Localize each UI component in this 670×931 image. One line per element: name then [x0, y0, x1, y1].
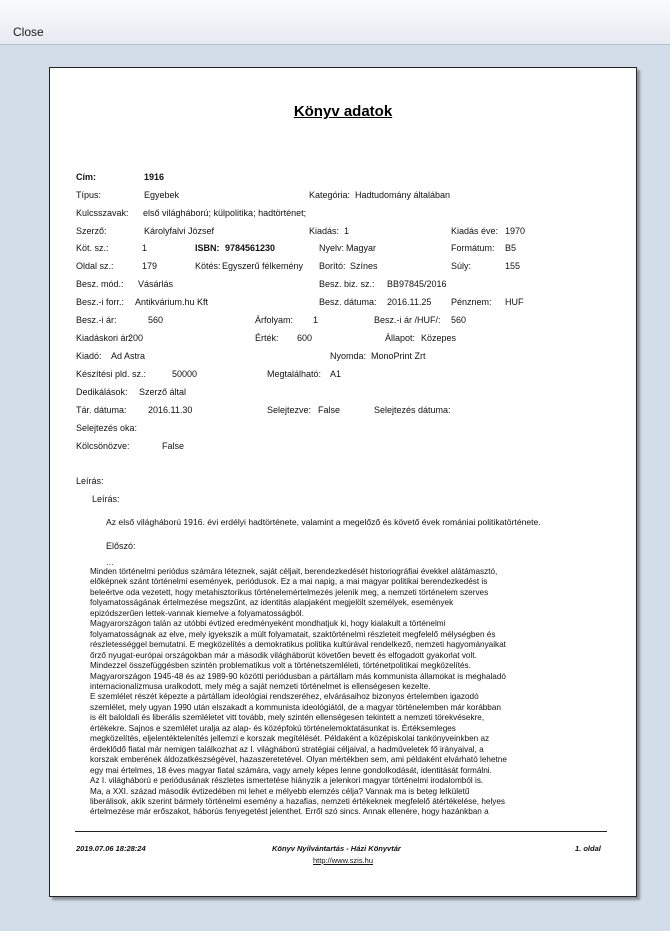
kategoria-value: Hadtudomány általában	[355, 190, 451, 200]
kot-sz-label: Köt. sz.:	[76, 243, 109, 253]
kiadaskori-label: Kiadáskori ár:	[76, 333, 132, 343]
cim-label: Cím:	[76, 172, 96, 182]
allapot-label: Állapot:	[385, 333, 416, 343]
oldal-value: 179	[142, 261, 158, 271]
nyomda-value: MonoPrint Zrt	[371, 351, 426, 361]
keszitesi-value: 50000	[172, 369, 198, 379]
kiadas-value: 1	[344, 226, 350, 236]
preface-line: Az I. világháború e periódusának részletes ismertetése hiányzik a jelenkori magyar történelmi irodalomból is.	[90, 776, 484, 786]
besz-ar-value: 560	[148, 315, 164, 325]
penznem-value: HUF	[505, 297, 524, 307]
nyelv-label: Nyelv:	[319, 243, 345, 253]
preface-line: liberálisok, akik szerint bármely történelmi esemény a hazafias, nemzeti értékeknek megfelelő átértékelése, helyes	[90, 796, 506, 806]
kulcsszavak-label: Kulcsszavak:	[76, 208, 129, 218]
keszitesi-label: Készítési pld. sz.:	[76, 369, 147, 379]
ertek-value: 600	[297, 333, 313, 343]
dedikalasok-label: Dedikálások:	[76, 387, 128, 397]
besz-mod-value: Vásárlás	[138, 279, 174, 289]
besz-ar-label: Besz.-i ár:	[76, 315, 117, 325]
kiadas-eve-value: 1970	[505, 226, 526, 236]
preface-line: szemlélet, mely ugyan 1990 után elszakadt a kommunista ideológiától, de a magyar történelemben már korábban	[90, 702, 501, 712]
preface-line: értelmezése már erőszakot, háborús fenyegetést jelenthet. Erről szó sincs. Annak ellenére, hogy hazánkban a	[90, 807, 489, 817]
kulcsszavak-value: első világháború; külpolitika; hadtörténet;	[143, 208, 307, 218]
toolbar	[0, 0, 670, 45]
kiado-label: Kiadó:	[76, 351, 102, 361]
selejtezve-value: False	[318, 405, 341, 415]
close-button[interactable]: Close	[13, 25, 44, 39]
selejtezes-oka-label: Selejtezés oka:	[76, 423, 138, 433]
kot-sz-value: 1	[142, 243, 148, 253]
preface-line: őrző nyugat-európai országokban már a második világháborút követően bevett és elfogadott gyakorlat volt.	[90, 650, 477, 660]
isbn-label: ISBN:	[195, 243, 220, 253]
allapot-value: Közepes	[421, 333, 457, 343]
borito-value: Színes	[350, 261, 378, 271]
preface-line: értékekre. Sajnos e szemlélet uralja az alap- és középfokú történelemoktatásunkat is. Értéksemleges	[90, 723, 456, 733]
page-title: Könyv adatok	[293, 103, 393, 120]
leiras-text: Az első világháború 1916. évi erdélyi hadtörténete, valamint a megelőző és követő évek romániai politikatörténete.	[106, 517, 541, 527]
arfolyam-label: Árfolyam:	[255, 315, 294, 325]
besz-mod-label: Besz. mód.:	[76, 279, 124, 289]
footer-divider	[75, 831, 607, 832]
arfolyam-value: 1	[313, 315, 319, 325]
borito-label: Borító:	[319, 261, 346, 271]
besz-datum-value: 2016.11.25	[387, 297, 432, 307]
formatum-value: B5	[505, 243, 517, 253]
besz-ar-huf-label: Besz.-i ár /HUF/:	[374, 315, 441, 325]
megtalalhato-value: A1	[330, 369, 342, 379]
nyelv-value: Magyar	[346, 243, 377, 253]
preface-line: epizódszerűen lettek-vannak kiemelve a folyamatosságból.	[90, 608, 304, 618]
isbn-value: 9784561230	[225, 243, 276, 253]
preface-line: beleértve oda vezetett, hogy metahisztorikus történelemértelmezés jelenik meg, a nemzeti történelem szerves	[90, 587, 489, 597]
penznem-label: Pénznem:	[451, 297, 492, 307]
suly-label: Súly:	[451, 261, 472, 271]
footer-date: 2019.07.06 18:28:24	[76, 844, 146, 853]
preface-line: is élt baloldali és liberális szemléletet vitt tovább, mely szintén ellenségesen tekintett a nemzeti törekvésekre,	[90, 713, 485, 723]
cim-value: 1916	[144, 172, 165, 182]
footer-url-link[interactable]: http://www.szis.hu	[312, 856, 374, 865]
szerzo-label: Szerző:	[76, 226, 107, 236]
preface-text	[90, 567, 595, 818]
tar-datum-label: Tár. dátuma:	[76, 405, 127, 415]
preface-line: egy mai értelmes, 18 éves magyar fiatal számára, vagy amely képes lenne gondolkodását, identitását formálni.	[90, 765, 492, 775]
nyomda-label: Nyomda:	[330, 351, 367, 361]
preface-line: megközelítés, eljelentéktelenítés jellemzi e korszak megítélését. Példaként a középiskolai tankönyveinkben az	[90, 734, 490, 744]
footer-app: Könyv Nyilvántartás - Házi Könyvtár	[272, 844, 401, 853]
footer-page: 1. oldal	[575, 844, 601, 853]
kiadas-label: Kiadás:	[309, 226, 340, 236]
preface-line: korszak emberének áldozatkészségével, hazaszeretetével. Olyan mértékben sem, ami példaként elvárható lehetne	[90, 755, 507, 765]
kiado-value: Ad Astra	[111, 351, 146, 361]
tar-datum-value: 2016.11.30	[148, 405, 193, 415]
kategoria-label: Kategória:	[309, 190, 351, 200]
formatum-label: Formátum:	[451, 243, 495, 253]
preface-line: folyamatosságának értelmezése megszűnt, az identitás alapjaként megjelölt személyek, események	[90, 598, 454, 608]
preface-line: érdeklődő fiatal már nemigen találkozhat az I. világháború stratégiai céljaival, a hadműveletek fő irányaival, a	[90, 744, 484, 754]
besz-biz-value: BB97845/2016	[387, 279, 447, 289]
besz-ar-huf-value: 560	[451, 315, 467, 325]
szerzo-value: Károlyfalvi József	[144, 226, 215, 236]
leiras-section-label: Leírás:	[76, 476, 104, 486]
tipus-value: Egyebek	[144, 190, 180, 200]
oldal-label: Oldal sz.:	[76, 261, 114, 271]
kolcsonozve-label: Kölcsönözve:	[76, 441, 130, 451]
dedikalasok-value: Szerző által	[139, 387, 187, 397]
preface-line: Mindezzel összefüggésben szintén problematikus volt a történetszemléleti, történetpolitikai megközelítés.	[90, 661, 471, 671]
ertek-label: Érték:	[255, 333, 279, 343]
suly-value: 155	[505, 261, 521, 271]
kotes-value: Egyszerű félkemény	[222, 261, 304, 271]
tipus-label: Típus:	[76, 190, 102, 200]
selejtezes-datuma-label: Selejtezés dátuma:	[374, 405, 451, 415]
preface-line: internacionalizmusa uralkodott, mely még a saját nemzeti történelmet is ellenségesen kezelte.	[90, 681, 431, 691]
besz-forr-label: Besz.-i forr.:	[76, 297, 125, 307]
preface-line: E szemlélet részét képezte a pártállam ideológiai rendszeréhez, elvárásaihoz bizonyos értelemben igazodó	[90, 692, 479, 702]
besz-datum-label: Besz. dátuma:	[319, 297, 377, 307]
preface-line: Magyarországon talán az utóbbi évtized eredményeként mondhatjuk ki, hogy kialakult a történelmi	[90, 619, 446, 629]
ellipsis: …	[106, 558, 114, 567]
selejtezve-label: Selejtezve:	[267, 405, 312, 415]
preface-line: részletességgel bemutatni. E megközelítés a demokratikus politika kultúrával rendelkező, nemzeti hagyományaikat	[90, 640, 506, 650]
leiras-inner-label: Leírás:	[92, 494, 120, 504]
kiadaskori-value: 200	[128, 333, 144, 343]
document-viewer[interactable]	[0, 45, 670, 931]
preface-line: előképnek szánt történelmi események, periódusok. Ez a mai napig, a mai magyar politikai berendezkedést is	[90, 577, 488, 587]
document-page	[49, 67, 637, 897]
besz-biz-label: Besz. biz. sz.:	[319, 279, 375, 289]
besz-forr-value: Antikvárium.hu Kft	[135, 297, 209, 307]
preface-line: Minden történelmi periódus számára léteznek, saját céljait, berendezkedését historiográfiai évekkel alátámasztó,	[90, 567, 498, 576]
kolcsonozve-value: False	[162, 441, 185, 451]
preface-line: Ma, a XXI. század második évtizedében mi lehet e mélyebb elemzés célja? Vannak ma is beteg lelkületű	[90, 786, 470, 796]
kotes-label: Kötés:	[195, 261, 221, 271]
megtalalhato-label: Megtalálható:	[267, 369, 322, 379]
preface-line: folyamatosságnak az elve, mely igyekszik a múlt folyamatait, szaktörténelmi részleteit megfelelő mélységben és	[90, 629, 496, 639]
kiadas-eve-label: Kiadás éve:	[451, 226, 499, 236]
eloszo-label: Előszó:	[106, 541, 136, 551]
preface-line: Magyarországon 1945-48 és az 1989-90 közötti periódusban a pártállam más kommunista államokat is meghaladó	[90, 671, 506, 681]
